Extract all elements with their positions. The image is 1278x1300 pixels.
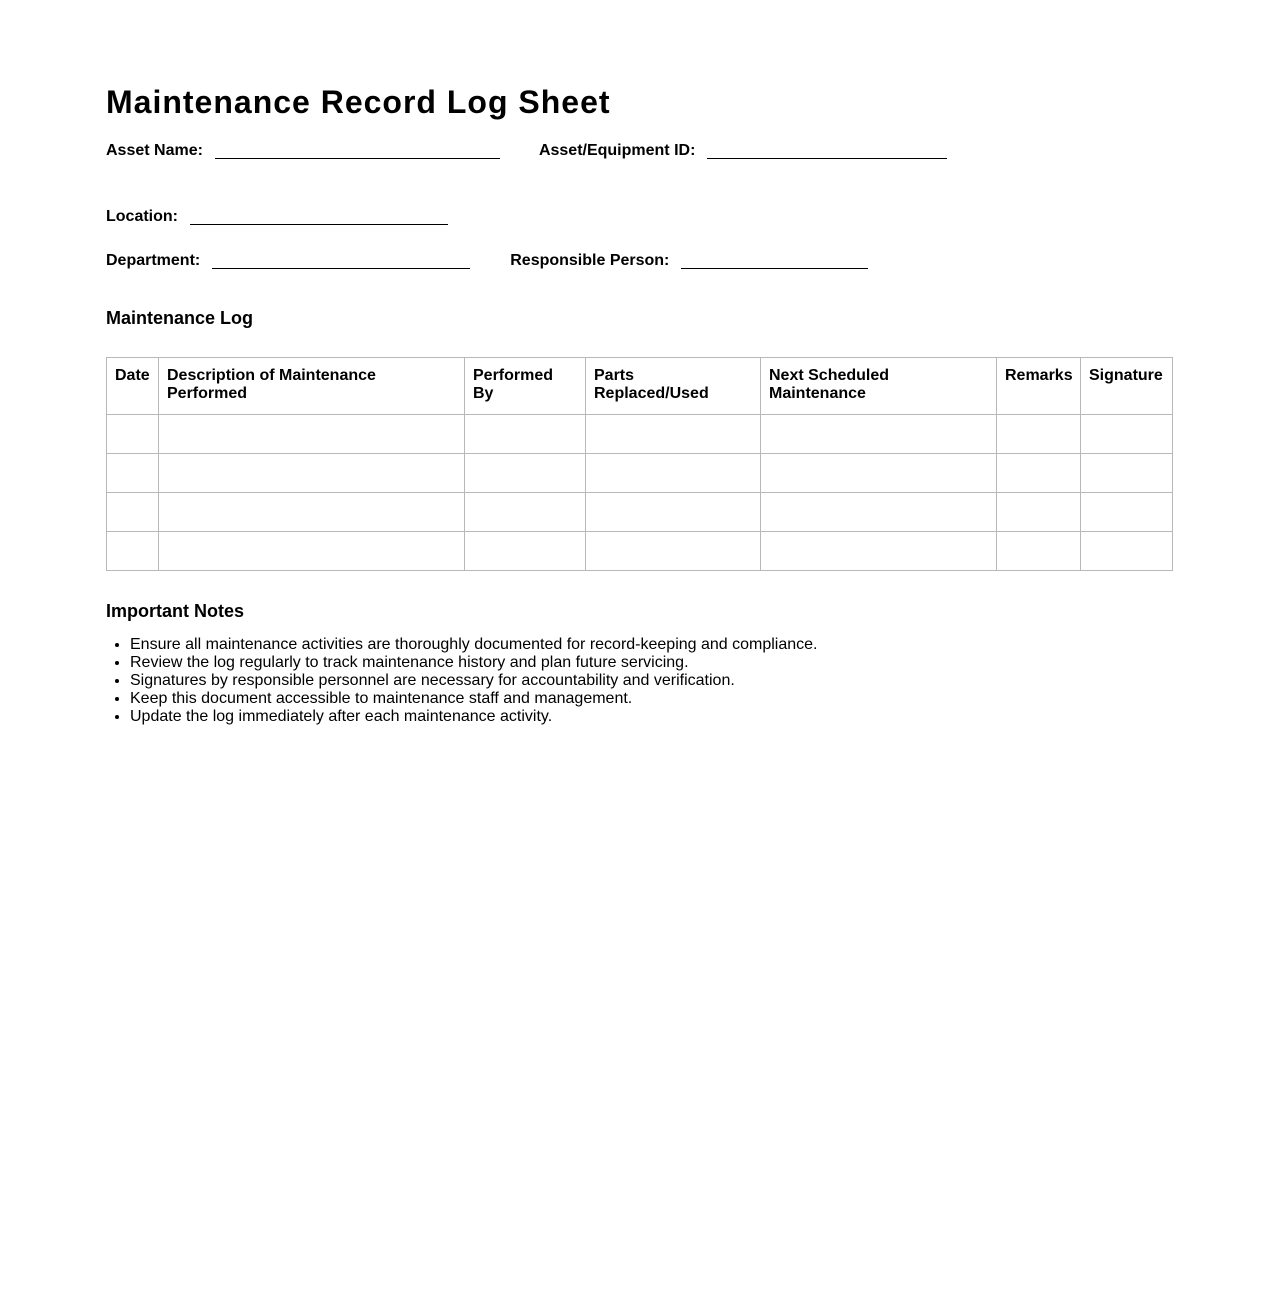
- table-cell[interactable]: [465, 532, 586, 571]
- table-cell[interactable]: [761, 415, 997, 454]
- field-row-asset: [106, 140, 947, 161]
- table-cell[interactable]: [107, 415, 159, 454]
- table-cell[interactable]: [586, 454, 761, 493]
- table-cell[interactable]: [997, 454, 1081, 493]
- table-cell[interactable]: [1081, 415, 1173, 454]
- location-field: [106, 206, 448, 227]
- department-input-line[interactable]: [212, 250, 470, 269]
- responsible-person-input-line[interactable]: [681, 250, 868, 269]
- list-item: • Update the log immediately after each maintenance activity.: [130, 708, 1170, 726]
- list-item: • Signatures by responsible personnel are necessary for accountability and verification.: [130, 672, 1170, 690]
- list-item: • Ensure all maintenance activities are thoroughly documented for record-keeping and compliance.: [130, 636, 1170, 654]
- maintenance-log-table: [106, 357, 1173, 571]
- table-row: [107, 415, 1173, 454]
- responsible-person-field: [510, 250, 868, 271]
- asset-id-input-line[interactable]: [707, 140, 947, 159]
- important-notes-list: [106, 636, 1170, 726]
- list-item: • Review the log regularly to track maintenance history and plan future servicing.: [130, 654, 1170, 672]
- responsible-person-label: Responsible Person:: [510, 252, 670, 269]
- asset-id-field: [539, 140, 947, 161]
- column-header-signature: Signature: [1081, 358, 1173, 415]
- table-cell[interactable]: [997, 493, 1081, 532]
- table-cell[interactable]: [107, 454, 159, 493]
- table-cell[interactable]: [1081, 454, 1173, 493]
- page-title: Maintenance Record Log Sheet: [106, 84, 611, 120]
- table-cell[interactable]: [761, 532, 997, 571]
- table-cell[interactable]: [997, 532, 1081, 571]
- list-item: • Keep this document accessible to maintenance staff and management.: [130, 690, 1170, 708]
- table-cell[interactable]: [1081, 532, 1173, 571]
- department-field: [106, 250, 470, 271]
- table-cell[interactable]: [107, 493, 159, 532]
- table-cell[interactable]: [997, 415, 1081, 454]
- table-cell[interactable]: [1081, 493, 1173, 532]
- table-cell[interactable]: [465, 493, 586, 532]
- table-cell[interactable]: [761, 493, 997, 532]
- table-cell[interactable]: [586, 415, 761, 454]
- asset-name-input-line[interactable]: [215, 140, 500, 159]
- department-label: Department:: [106, 252, 201, 269]
- field-row-department: [106, 250, 868, 271]
- location-input-line[interactable]: [190, 206, 448, 225]
- table-cell[interactable]: [159, 454, 465, 493]
- asset-id-label: Asset/Equipment ID:: [538, 142, 696, 159]
- column-header-description: Description of Maintenance Performed: [159, 358, 465, 415]
- table-cell[interactable]: [465, 415, 586, 454]
- asset-name-label: Asset Name:: [106, 142, 203, 159]
- table-cell[interactable]: [465, 454, 586, 493]
- asset-name-field: [106, 140, 500, 161]
- table-cell[interactable]: [107, 532, 159, 571]
- field-row-location: [106, 206, 448, 227]
- table-cell[interactable]: [159, 493, 465, 532]
- location-label: Location:: [106, 208, 178, 225]
- table-row: [107, 454, 1173, 493]
- table-header-row: [107, 358, 1173, 415]
- table-cell[interactable]: [159, 532, 465, 571]
- maintenance-log-heading: Maintenance Log: [106, 308, 254, 328]
- table-cell[interactable]: [159, 415, 465, 454]
- column-header-performed-by: Performed By: [465, 358, 586, 415]
- table-cell[interactable]: [586, 493, 761, 532]
- column-header-remarks: Remarks: [997, 358, 1081, 415]
- table-cell[interactable]: [761, 454, 997, 493]
- important-notes-heading: Important Notes: [106, 601, 245, 621]
- column-header-date: Date: [107, 358, 159, 415]
- table-cell[interactable]: [586, 532, 761, 571]
- table-row: [107, 532, 1173, 571]
- column-header-parts: Parts Replaced/Used: [586, 358, 761, 415]
- column-header-next-maintenance: Next Scheduled Maintenance: [761, 358, 997, 415]
- table-row: [107, 493, 1173, 532]
